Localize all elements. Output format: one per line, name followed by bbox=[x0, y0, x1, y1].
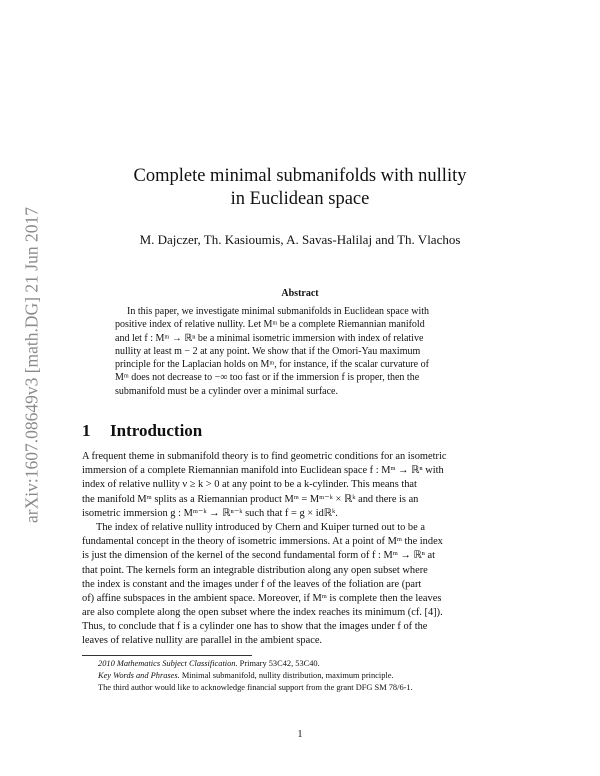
author-list: M. Dajczer, Th. Kasioumis, A. Savas-Halilaj and Th. Vlachos bbox=[139, 232, 461, 247]
abstract-text bbox=[115, 305, 487, 398]
footnote-label: 2010 Mathematics Subject Classification. bbox=[98, 659, 238, 668]
footnote-text: The third author would like to acknowledge financial support from the grant DFG SM 78/6-1. bbox=[98, 683, 413, 692]
footnote-text: Minimal submanifold, nullity distribution, maximum principle. bbox=[179, 671, 394, 680]
body-line: that point. The kernels form an integrable distribution along any open subset where bbox=[82, 564, 428, 576]
title-line: Complete minimal submanifolds with nullity bbox=[133, 166, 467, 186]
body-line: immersion of a complete Riemannian manifold into Euclidean space f : Mᵐ → ℝⁿ with bbox=[82, 465, 444, 477]
footnote-keywords bbox=[98, 670, 518, 682]
body-line: fundamental concept in the theory of isometric immersions. At a point of Mᵐ the index bbox=[82, 536, 443, 548]
page-number: 1 bbox=[297, 729, 303, 740]
abstract-line: and let f : Mᵐ → ℝⁿ be a minimal isometric immersion with index of relative bbox=[115, 332, 424, 344]
footnotes bbox=[98, 658, 518, 694]
footnote-label: Key Words and Phrases. bbox=[98, 671, 180, 680]
abstract-line: submanifold must be a cylinder over a minimal surface. bbox=[115, 385, 338, 397]
footnote-acknowledgement bbox=[98, 682, 518, 694]
body-line: index of relative nullity ν ≥ k > 0 at any point to be a k-cylinder. This means that bbox=[82, 479, 417, 491]
section-heading bbox=[82, 421, 202, 441]
footnote-msc bbox=[98, 658, 518, 670]
arxiv-identifier: arXiv:1607.08649v3 [math.DG] 21 Jun 2017 bbox=[21, 207, 42, 523]
section-title: Introduction bbox=[110, 421, 203, 440]
abstract-heading: Abstract bbox=[281, 288, 319, 299]
abstract-line: principle for the Laplacian holds on Mᵐ, for instance, if the scalar curvature of bbox=[115, 359, 429, 371]
body-line: Thus, to conclude that f is a cylinder one has to show that the images under f of the bbox=[82, 621, 428, 633]
title-line: in Euclidean space bbox=[230, 189, 370, 209]
abstract-line: nullity at least m − 2 at any point. We show that if the Omori-Yau maximum bbox=[115, 345, 421, 357]
abstract-line: In this paper, we investigate minimal submanifolds in Euclidean space with bbox=[127, 306, 430, 317]
body-line: of) affine subspaces in the ambient space. Moreover, if Mᵐ is complete then the leaves bbox=[82, 592, 442, 604]
body-line: the manifold Mᵐ splits as a Riemannian product Mᵐ = Mᵐ⁻ᵏ × ℝᵏ and there is an bbox=[82, 493, 419, 505]
body-line: isometric immersion g : Mᵐ⁻ᵏ → ℝⁿ⁻ᵏ such that f = g × idℝᵏ. bbox=[82, 507, 338, 519]
paper-title bbox=[80, 165, 520, 211]
footnote-text: Primary 53C42, 53C40. bbox=[237, 659, 320, 668]
introduction-body bbox=[82, 450, 520, 649]
arxiv-sidebar bbox=[20, 170, 44, 560]
body-line: is just the dimension of the kernel of the second fundamental form of f : Mᵐ → ℝⁿ at bbox=[82, 550, 436, 562]
body-line: leaves of relative nullity are parallel in the ambient space. bbox=[82, 635, 323, 647]
body-line: are also complete along the open subset where the index reaches its minimum (cf. [4]). bbox=[82, 607, 443, 619]
body-line: A frequent theme in submanifold theory is to find geometric conditions for an isometric bbox=[82, 451, 447, 462]
abstract-line: positive index of relative nullity. Let Mᵐ be a complete Riemannian manifold bbox=[115, 319, 425, 331]
footnote-rule bbox=[82, 655, 252, 656]
body-line: the index is constant and the images under f of the leaves of the foliation are (part bbox=[82, 578, 422, 590]
body-line: The index of relative nullity introduced by Chern and Kuiper turned out to be a bbox=[96, 521, 425, 533]
section-number: 1 bbox=[82, 421, 91, 440]
abstract-line: Mᵐ does not decrease to −∞ too fast or if the immersion f is proper, then the bbox=[115, 372, 420, 384]
